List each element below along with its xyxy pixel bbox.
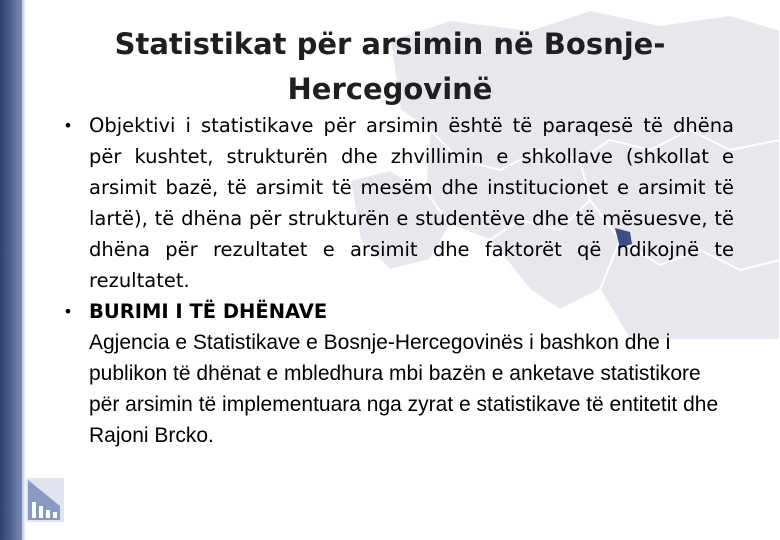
objective-paragraph: Objektivi i statistikave për arsimin është të paraqesë të dhëna për kushtet, strukturën dhe zhvillimin e shkollave (shkollat e arsimit bazë, të arsimit të mesëm dhe institucionet e arsimit të lartë), të dhëna për strukturën e studentëve dhe të mësuesve, të dhëna për rezultatet e arsimit dhe faktorët që ndikojnë te rezultatet.: [89, 114, 734, 292]
left-decorative-bar: [0, 0, 22, 540]
bullet-item-data-source: [58, 296, 734, 327]
slide-body: [58, 110, 734, 451]
corner-logo-icon: [24, 476, 66, 524]
slide-title: [110, 22, 670, 112]
bullet-item-objective: [58, 110, 734, 296]
bullet-icon: •: [63, 116, 73, 135]
title-line-2: Hercegovinë: [287, 72, 493, 106]
title-line-1: Statistikat për arsimin në Bosnje-: [114, 27, 666, 61]
bullet-icon: •: [63, 302, 73, 321]
left-bar-highlight: [22, 0, 26, 540]
data-source-paragraph: Agjencia e Statistikave e Bosnje-Hercegovinës i bashkon dhe i publikon të dhënat e mbledhura mbi bazën e anketave statistikore për arsimin të implementuara nga zyrat e statistikave të entitetit dhe Rajoni Brcko.: [89, 331, 719, 447]
data-source-heading: BURIMI I TË DHËNAVE: [89, 300, 328, 323]
